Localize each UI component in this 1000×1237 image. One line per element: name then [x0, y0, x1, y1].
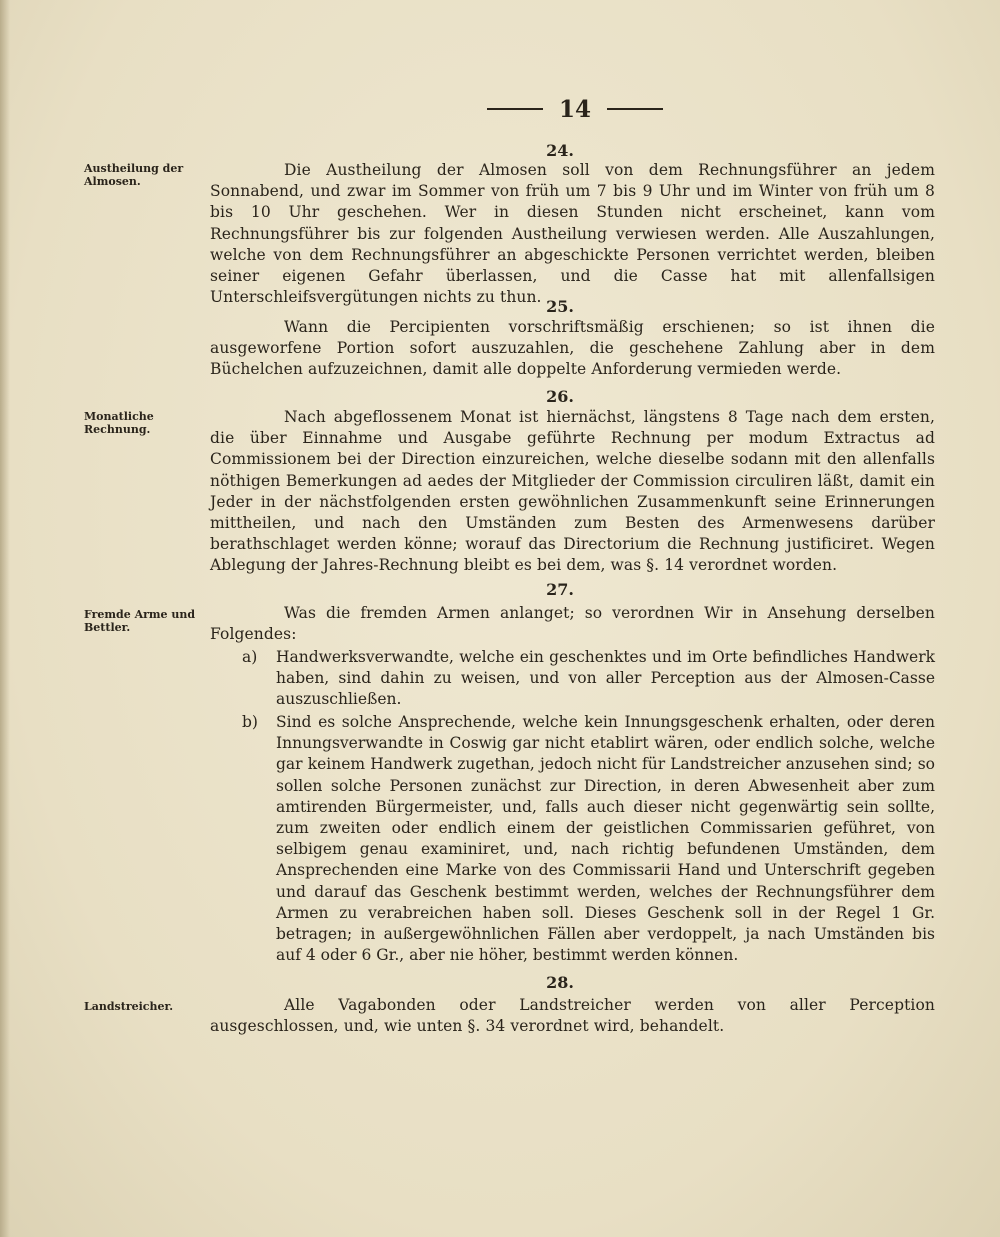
section-number-28: 28.: [546, 973, 574, 992]
sidenote-landstreicher: Landstreicher.: [84, 1000, 174, 1013]
paragraph-26-text: Nach abgeflossenem Monat ist hiernächst, längstens 8 Tage nach dem ersten, die über Einnahme und Ausgabe geführte Rechnung per modum Extractus ad Commissionem bei der Direction einzureichen, welche dieselbe sodann mit den allenfalls nöthigen Bemerkungen ad aedes der Mitglieder der Commission circuliren läßt, damit ein Jeder in der nächstfolgenden ersten gewöhnlichen Zusammenkunft seine Erinnerungen mittheilen, und nach den Umständen zum Besten des Armenwesens darüber berathschlaget werden könne; worauf das Directorium die Rechnung justificiret. Wegen Ablegung der Jahres-Rechnung bleibt es bei dem, was §. 14 verordnet worden.: [210, 408, 935, 575]
list-item-a: [210, 647, 935, 711]
section-number-25: 25.: [546, 297, 574, 316]
sidenote-fremde-arme: Fremde Arme und Bettler.: [84, 608, 196, 634]
paragraph-25: [210, 317, 935, 381]
page-edge-shadow: [0, 0, 10, 1237]
paragraph-25-text: Wann die Percipienten vorschriftsmäßig erschienen; so ist ihnen die ausgeworfene Portion sofort auszuzahlen, die geschehene Zahlung aber in dem Büchelchen aufzuzeichnen, damit alle doppelte Anforderung vermieden werde.: [210, 318, 935, 379]
list-item-b-text: Sind es solche Ansprechende, welche kein Innungsgeschenk erhalten, oder deren Innungsverwandte in Coswig gar nicht etablirt wären, oder endlich solche, welche gar keinem Handwerk zugethan, jedoch nicht für Landstreicher anzusehen sind; so sollen solche Personen zunächst zur Direction, in deren Abwesenheit aber zum amtirenden Bürgermeister, und, falls auch dieser nicht gegenwärtig sein sollte, zum zweiten oder endlich einem der geistlichen Commissarien geführet, von selbigem genau examiniret, und, nach richtig befundenen Umständen, dem Ansprechenden eine Marke von des Commissarii Hand und Unterschrift gegeben und darauf das Geschenk bestimmt werden, welches der Rechnungsführer dem Armen zu verabreichen haben soll. Dieses Geschenk soll in der Regel 1 Gr. betragen; in außergewöhnlichen Fällen aber verdoppelt, ja nach Umständen bis auf 4 oder 6 Gr., aber nie höher, bestimmt werden können.: [276, 713, 935, 965]
section-number-27: 27.: [546, 580, 574, 599]
page-number: 14: [558, 95, 591, 123]
header-rule-left: [487, 108, 543, 110]
list-item-b: [210, 712, 935, 966]
list-item-a-text: Handwerksverwandte, welche ein geschenktes und im Orte befindliches Handwerk haben, sind dahin zu weisen, und von aller Perception aus der Almosen-Casse auszuschließen.: [276, 648, 935, 709]
sidenote-monatliche-rechnung: Monatliche Rechnung.: [84, 410, 154, 436]
section-number-24: 24.: [546, 141, 574, 160]
list-item-a-label: a): [242, 648, 258, 666]
paragraph-27: [210, 603, 935, 645]
header-rule-right: [607, 108, 663, 110]
paragraph-24-text: Die Austheilung der Almosen soll von dem Rechnungsführer an jedem Sonnabend, und zwar im Sommer von früh um 7 bis 9 Uhr und im Winter von früh um 8 bis 10 Uhr geschehen. Wer in diesen Stunden nicht erscheinet, kann vom Rechnungsführer bis zur folgenden Austheilung verwiesen werden. Alle Auszahlungen, welche von dem Rechnungsführer an abgeschickte Personen verrichtet werden, bleiben seiner eigenen Gefahr überlassen, und die Casse hat mit allenfallsigen Unterschleifsvergütungen nichts zu thun.: [210, 161, 935, 307]
paragraph-24: [210, 160, 935, 308]
section-number-26: 26.: [546, 387, 574, 406]
paragraph-28-text: Alle Vagabonden oder Landstreicher werden von aller Perception ausgeschlossen, und, wie unten §. 34 verordnet wird, behandelt.: [210, 996, 935, 1036]
list-item-b-label: b): [242, 713, 258, 731]
paragraph-27-text: Was die fremden Armen anlanget; so verordnen Wir in Ansehung derselben Folgendes:: [210, 604, 935, 644]
paragraph-28: [210, 995, 935, 1037]
sidenote-austheilung: Austheilung der Almosen.: [84, 162, 184, 188]
paragraph-26: [210, 407, 935, 577]
page-header: [470, 92, 680, 126]
